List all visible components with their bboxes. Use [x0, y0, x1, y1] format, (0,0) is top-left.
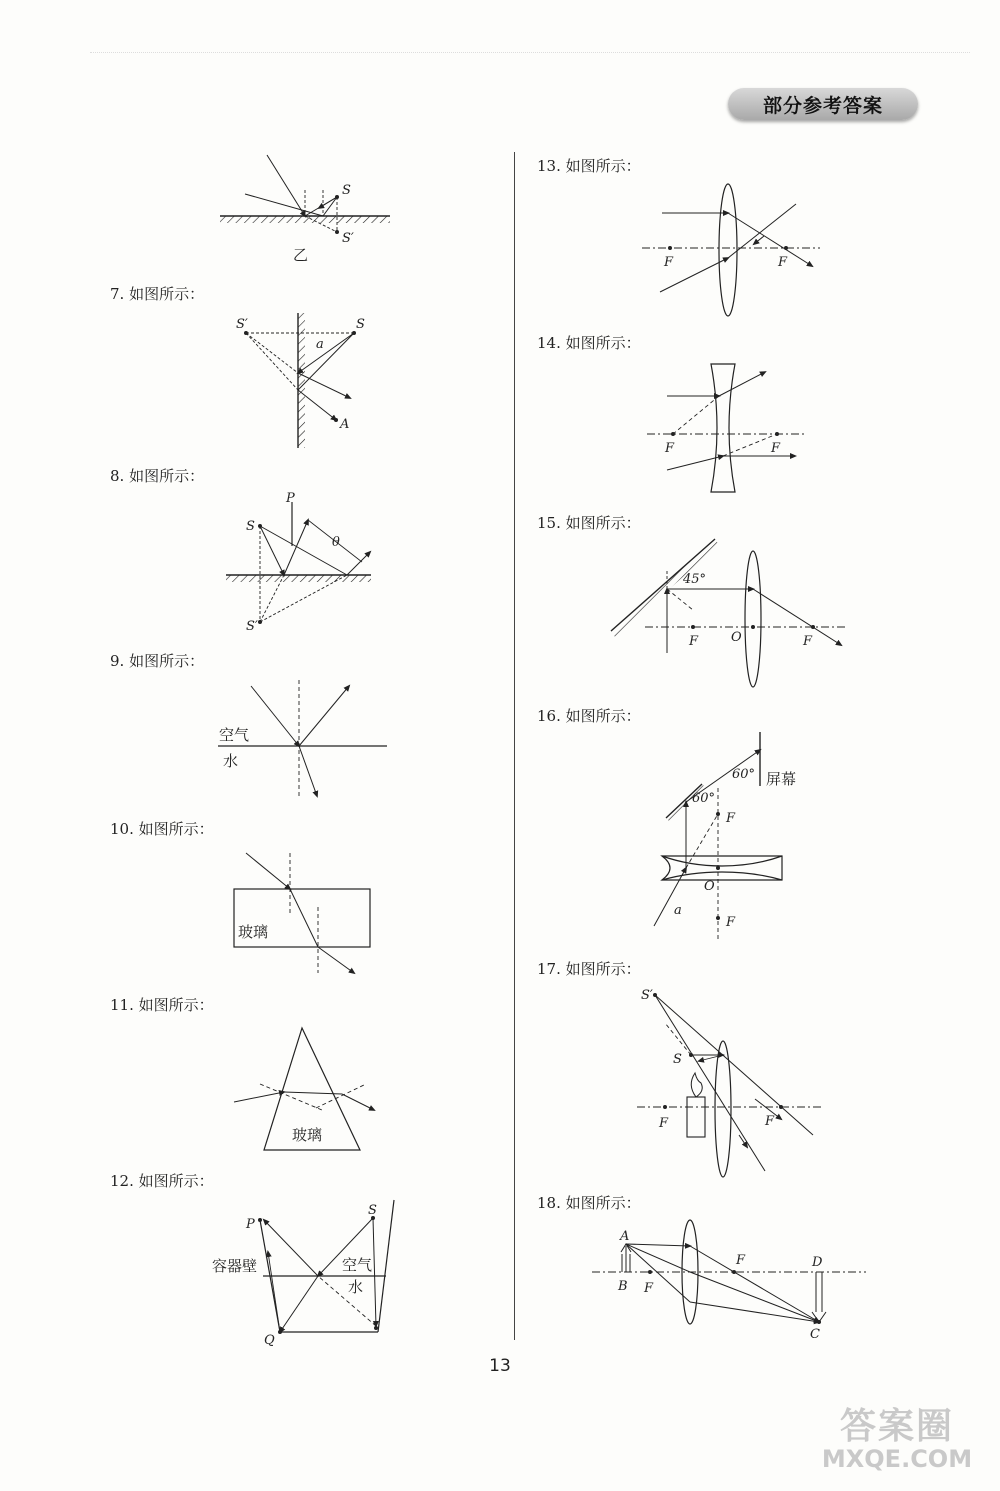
figure-q18 [590, 1218, 870, 1348]
svg-text:S′: S′ [236, 317, 248, 332]
svg-text:60°: 60° [692, 791, 716, 806]
figure-q17 [635, 985, 825, 1175]
figure-q15 [605, 535, 850, 690]
question-label-15: 15. 如图所示： [537, 514, 641, 532]
figure-q12 [208, 1198, 413, 1346]
svg-text:容器壁: 容器壁 [212, 1257, 258, 1275]
svg-text:F: F [664, 255, 674, 270]
svg-text:F: F [726, 811, 736, 826]
svg-text:空气: 空气 [342, 1256, 373, 1274]
watermark-logo [812, 1398, 982, 1473]
svg-text:玻璃: 玻璃 [238, 923, 269, 941]
svg-text:F: F [778, 255, 788, 270]
svg-text:玻璃: 玻璃 [292, 1126, 323, 1144]
svg-text:45°: 45° [683, 572, 707, 587]
svg-text:F: F [665, 441, 675, 456]
svg-text:S: S [342, 183, 351, 198]
svg-text:B: B [618, 1279, 628, 1294]
svg-text:O: O [704, 879, 715, 894]
question-label-8: 8. 如图所示： [110, 467, 205, 485]
svg-text:水: 水 [348, 1278, 364, 1296]
svg-text:C: C [810, 1327, 820, 1342]
svg-text:θ: θ [332, 535, 340, 550]
question-label-10: 10. 如图所示： [110, 820, 214, 838]
svg-text:a: a [316, 337, 324, 352]
question-label-14: 14. 如图所示： [537, 334, 641, 352]
svg-text:F: F [726, 915, 736, 930]
question-label-17: 17. 如图所示： [537, 960, 641, 978]
question-label-11: 11. 如图所示： [110, 996, 214, 1014]
svg-text:Q: Q [264, 1333, 275, 1348]
figure-q9 [215, 678, 390, 800]
question-label-13: 13. 如图所示： [537, 157, 641, 175]
question-label-12: 12. 如图所示： [110, 1172, 214, 1190]
figure-q16 [650, 728, 820, 946]
svg-text:S: S [246, 519, 255, 534]
question-label-7: 7. 如图所示： [110, 285, 205, 303]
svg-text:A: A [620, 1229, 630, 1244]
svg-text:F: F [689, 634, 699, 649]
figure-q13 [640, 180, 825, 320]
figure-q8 [222, 490, 387, 635]
svg-text:60°: 60° [732, 767, 756, 782]
svg-text:F: F [644, 1281, 654, 1296]
svg-text:F: F [659, 1116, 669, 1131]
svg-text:F: F [803, 634, 813, 649]
svg-text:P: P [246, 1217, 255, 1232]
svg-text:F: F [765, 1114, 775, 1129]
question-label-9: 9. 如图所示： [110, 652, 205, 670]
question-label-18: 18. 如图所示： [537, 1194, 641, 1212]
svg-text:S′: S′ [641, 988, 653, 1003]
column-divider [514, 152, 515, 1340]
svg-text:A: A [340, 417, 350, 432]
svg-text:S′: S′ [246, 619, 258, 634]
figure-q11 [230, 1024, 380, 1154]
svg-text:空气: 空气 [219, 726, 250, 744]
section-tab: 部分参考答案 [728, 88, 918, 120]
figure-q14 [645, 360, 810, 498]
svg-text:乙: 乙 [293, 246, 309, 264]
svg-text:S′: S′ [342, 231, 354, 246]
svg-text:O: O [731, 630, 742, 645]
page-number: 13 [489, 1356, 511, 1376]
watermark-url: MXQE.COM [821, 1445, 973, 1473]
svg-text:S: S [368, 1203, 377, 1218]
svg-text:a: a [674, 903, 682, 918]
watermark-text: 答案圈 [839, 1406, 954, 1447]
svg-text:D: D [812, 1255, 823, 1270]
figure-q10 [230, 845, 380, 977]
svg-text:F: F [771, 441, 781, 456]
svg-text:S: S [673, 1052, 682, 1067]
svg-text:P: P [286, 491, 295, 506]
figure-q7 [232, 308, 372, 453]
question-label-16: 16. 如图所示： [537, 707, 641, 725]
svg-text:水: 水 [223, 752, 239, 770]
top-rule [90, 52, 970, 53]
svg-text:S: S [356, 317, 365, 332]
figure-q6 [215, 150, 395, 265]
svg-text:F: F [736, 1253, 746, 1268]
svg-text:屏幕: 屏幕 [766, 770, 797, 788]
